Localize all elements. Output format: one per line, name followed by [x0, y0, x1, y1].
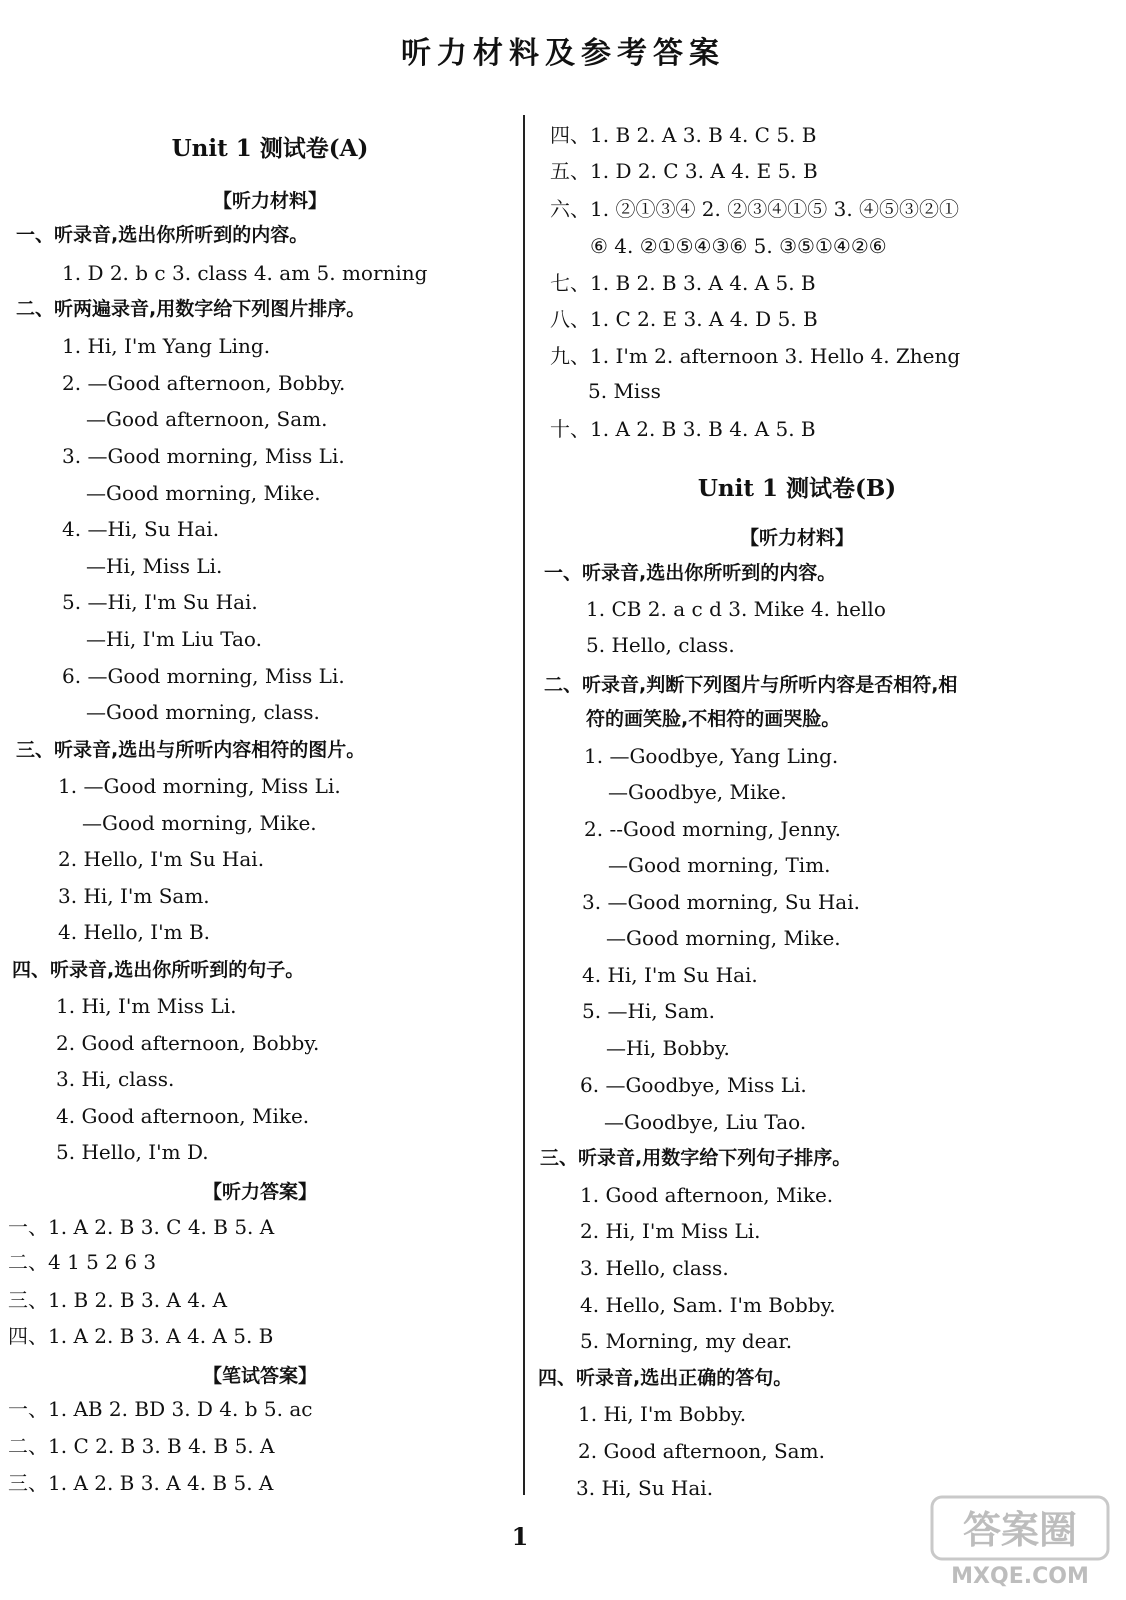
- unit-a-title: Unit 1 测试卷(A): [171, 135, 369, 162]
- unit-a-q4-line: 2. Good afternoon, Bobby.: [56, 1031, 320, 1055]
- unit-b-q2-line: —Goodbye, Liu Tao.: [604, 1110, 807, 1134]
- unit-b-q2-line: 2. --Good morning, Jenny.: [584, 817, 842, 841]
- unit-a-written-answer: 五、1. D 2. C 3. A 4. E 5. B: [550, 159, 818, 183]
- unit-b-q4-head: 四、听录音,选出正确的答句。: [538, 1367, 793, 1389]
- unit-a-written-answer: 九、1. I'm 2. afternoon 3. Hello 4. Zheng: [550, 344, 961, 368]
- unit-b-q2-head-cont: 符的画笑脸,不相符的画哭脸。: [586, 708, 841, 730]
- unit-b-q2-line: —Good morning, Mike.: [606, 926, 841, 950]
- unit-b-q2-line: —Good morning, Tim.: [608, 853, 831, 877]
- unit-a-q2-line: 4. —Hi, Su Hai.: [62, 517, 220, 541]
- unit-b-title: Unit 1 测试卷(B): [697, 475, 897, 502]
- unit-a-written-answer: 六、1. ②①③④ 2. ②③④①⑤ 3. ④⑤③②①: [550, 197, 960, 221]
- unit-a-written-answer: 三、1. A 2. B 3. A 4. B 5. A: [8, 1471, 274, 1495]
- unit-b-q3-line: 1. Good afternoon, Mike.: [580, 1183, 834, 1207]
- unit-a-listening-answer: 四、1. A 2. B 3. A 4. A 5. B: [8, 1324, 274, 1348]
- unit-a-listening-answer-head: 【听力答案】: [202, 1181, 317, 1203]
- unit-a-q2-line: 5. —Hi, I'm Su Hai.: [62, 590, 258, 614]
- unit-a-listening-material-head: 【听力材料】: [212, 190, 327, 212]
- column-divider: [523, 115, 525, 1495]
- unit-b-q1-line: 5. Hello, class.: [586, 633, 735, 657]
- unit-a-written-answer: 七、1. B 2. B 3. A 4. A 5. B: [550, 271, 816, 295]
- unit-b-q4-line: 1. Hi, I'm Bobby.: [578, 1402, 747, 1426]
- unit-b-q3-line: 2. Hi, I'm Miss Li.: [580, 1219, 761, 1243]
- unit-b-q3-head: 三、听录音,用数字给下列句子排序。: [540, 1147, 852, 1169]
- unit-a-written-answer: 十、1. A 2. B 3. B 4. A 5. B: [550, 417, 816, 441]
- unit-a-listening-answer: 三、1. B 2. B 3. A 4. A: [8, 1288, 228, 1312]
- unit-b-q3-line: 4. Hello, Sam. I'm Bobby.: [580, 1293, 836, 1317]
- unit-b-q4-line: 3. Hi, Su Hai.: [576, 1476, 714, 1500]
- unit-a-q2-line: 1. Hi, I'm Yang Ling.: [62, 334, 271, 358]
- page-title: 听力材料及参考答案: [401, 36, 725, 71]
- unit-a-written-answer: 一、1. AB 2. BD 3. D 4. b 5. ac: [8, 1397, 313, 1421]
- unit-b-q4-line: 2. Good afternoon, Sam.: [578, 1439, 825, 1463]
- unit-a-q4-head: 四、听录音,选出你所听到的句子。: [12, 959, 305, 981]
- unit-a-q1-head: 一、听录音,选出你所听到的内容。: [16, 224, 309, 246]
- unit-a-q4-line: 5. Hello, I'm D.: [56, 1140, 209, 1164]
- unit-a-q3-line: 4. Hello, I'm B.: [58, 920, 211, 944]
- unit-b-q2-line: —Hi, Bobby.: [606, 1036, 730, 1060]
- unit-b-q3-line: 3. Hello, class.: [580, 1256, 729, 1280]
- unit-a-q4-line: 4. Good afternoon, Mike.: [56, 1104, 310, 1128]
- unit-a-q2-line: —Hi, I'm Liu Tao.: [86, 627, 262, 651]
- unit-b-q2-line: 6. —Goodbye, Miss Li.: [580, 1073, 807, 1097]
- unit-a-q3-line: —Good morning, Mike.: [82, 811, 317, 835]
- unit-a-q3-line: 3. Hi, I'm Sam.: [58, 884, 210, 908]
- unit-b-q1-head: 一、听录音,选出你所听到的内容。: [544, 562, 837, 584]
- unit-b-q2-line: 1. —Goodbye, Yang Ling.: [584, 744, 839, 768]
- unit-a-written-answer: 四、1. B 2. A 3. B 4. C 5. B: [550, 123, 817, 147]
- svg-text:答案圈: 答案圈: [962, 1508, 1078, 1552]
- unit-b-q3-line: 5. Morning, my dear.: [580, 1329, 793, 1353]
- unit-a-q3-line: 1. —Good morning, Miss Li.: [58, 774, 341, 798]
- unit-a-written-answer: ⑥ 4. ②①⑤④③⑥ 5. ③⑤①④②⑥: [590, 234, 887, 258]
- unit-a-q4-line: 1. Hi, I'm Miss Li.: [56, 994, 237, 1018]
- unit-b-q1-line: 1. CB 2. a c d 3. Mike 4. hello: [586, 597, 886, 621]
- unit-b-q2-line: 4. Hi, I'm Su Hai.: [582, 963, 758, 987]
- unit-a-q2-line: —Good afternoon, Sam.: [86, 407, 328, 431]
- unit-b-listening-material-head: 【听力材料】: [739, 527, 854, 549]
- unit-a-listening-answer: 二、4 1 5 2 6 3: [8, 1250, 157, 1274]
- unit-a-q2-line: 3. —Good morning, Miss Li.: [62, 444, 345, 468]
- unit-b-q2-line: 5. —Hi, Sam.: [582, 999, 715, 1023]
- unit-a-q2-line: —Good morning, class.: [86, 700, 320, 724]
- page-number: 1: [511, 1522, 529, 1551]
- watermark-logo: [930, 1495, 1110, 1590]
- unit-a-q4-line: 3. Hi, class.: [56, 1067, 175, 1091]
- unit-a-written-answer: 二、1. C 2. B 3. B 4. B 5. A: [8, 1434, 275, 1458]
- unit-a-written-answer: 5. Miss: [588, 379, 661, 403]
- unit-b-q2-line: —Goodbye, Mike.: [608, 780, 787, 804]
- unit-a-written-answer-head: 【笔试答案】: [202, 1365, 317, 1387]
- unit-a-listening-answer: 一、1. A 2. B 3. C 4. B 5. A: [8, 1215, 275, 1239]
- unit-a-q2-head: 二、听两遍录音,用数字给下列图片排序。: [16, 298, 366, 320]
- unit-a-q3-line: 2. Hello, I'm Su Hai.: [58, 847, 265, 871]
- unit-b-q2-head: 二、听录音,判断下列图片与所听内容是否相符,相: [544, 674, 958, 696]
- unit-b-q2-line: 3. —Good morning, Su Hai.: [582, 890, 860, 914]
- unit-a-q2-line: —Good morning, Mike.: [86, 481, 321, 505]
- unit-a-q2-line: 6. —Good morning, Miss Li.: [62, 664, 345, 688]
- unit-a-q2-line: 2. —Good afternoon, Bobby.: [62, 371, 346, 395]
- svg-text:MXQE.COM: MXQE.COM: [951, 1564, 1089, 1589]
- unit-a-q3-head: 三、听录音,选出与所听内容相符的图片。: [16, 739, 366, 761]
- unit-a-q2-line: —Hi, Miss Li.: [86, 554, 223, 578]
- unit-a-written-answer: 八、1. C 2. E 3. A 4. D 5. B: [550, 307, 818, 331]
- unit-a-q1-answers: 1. D 2. b c 3. class 4. am 5. morning: [62, 261, 428, 285]
